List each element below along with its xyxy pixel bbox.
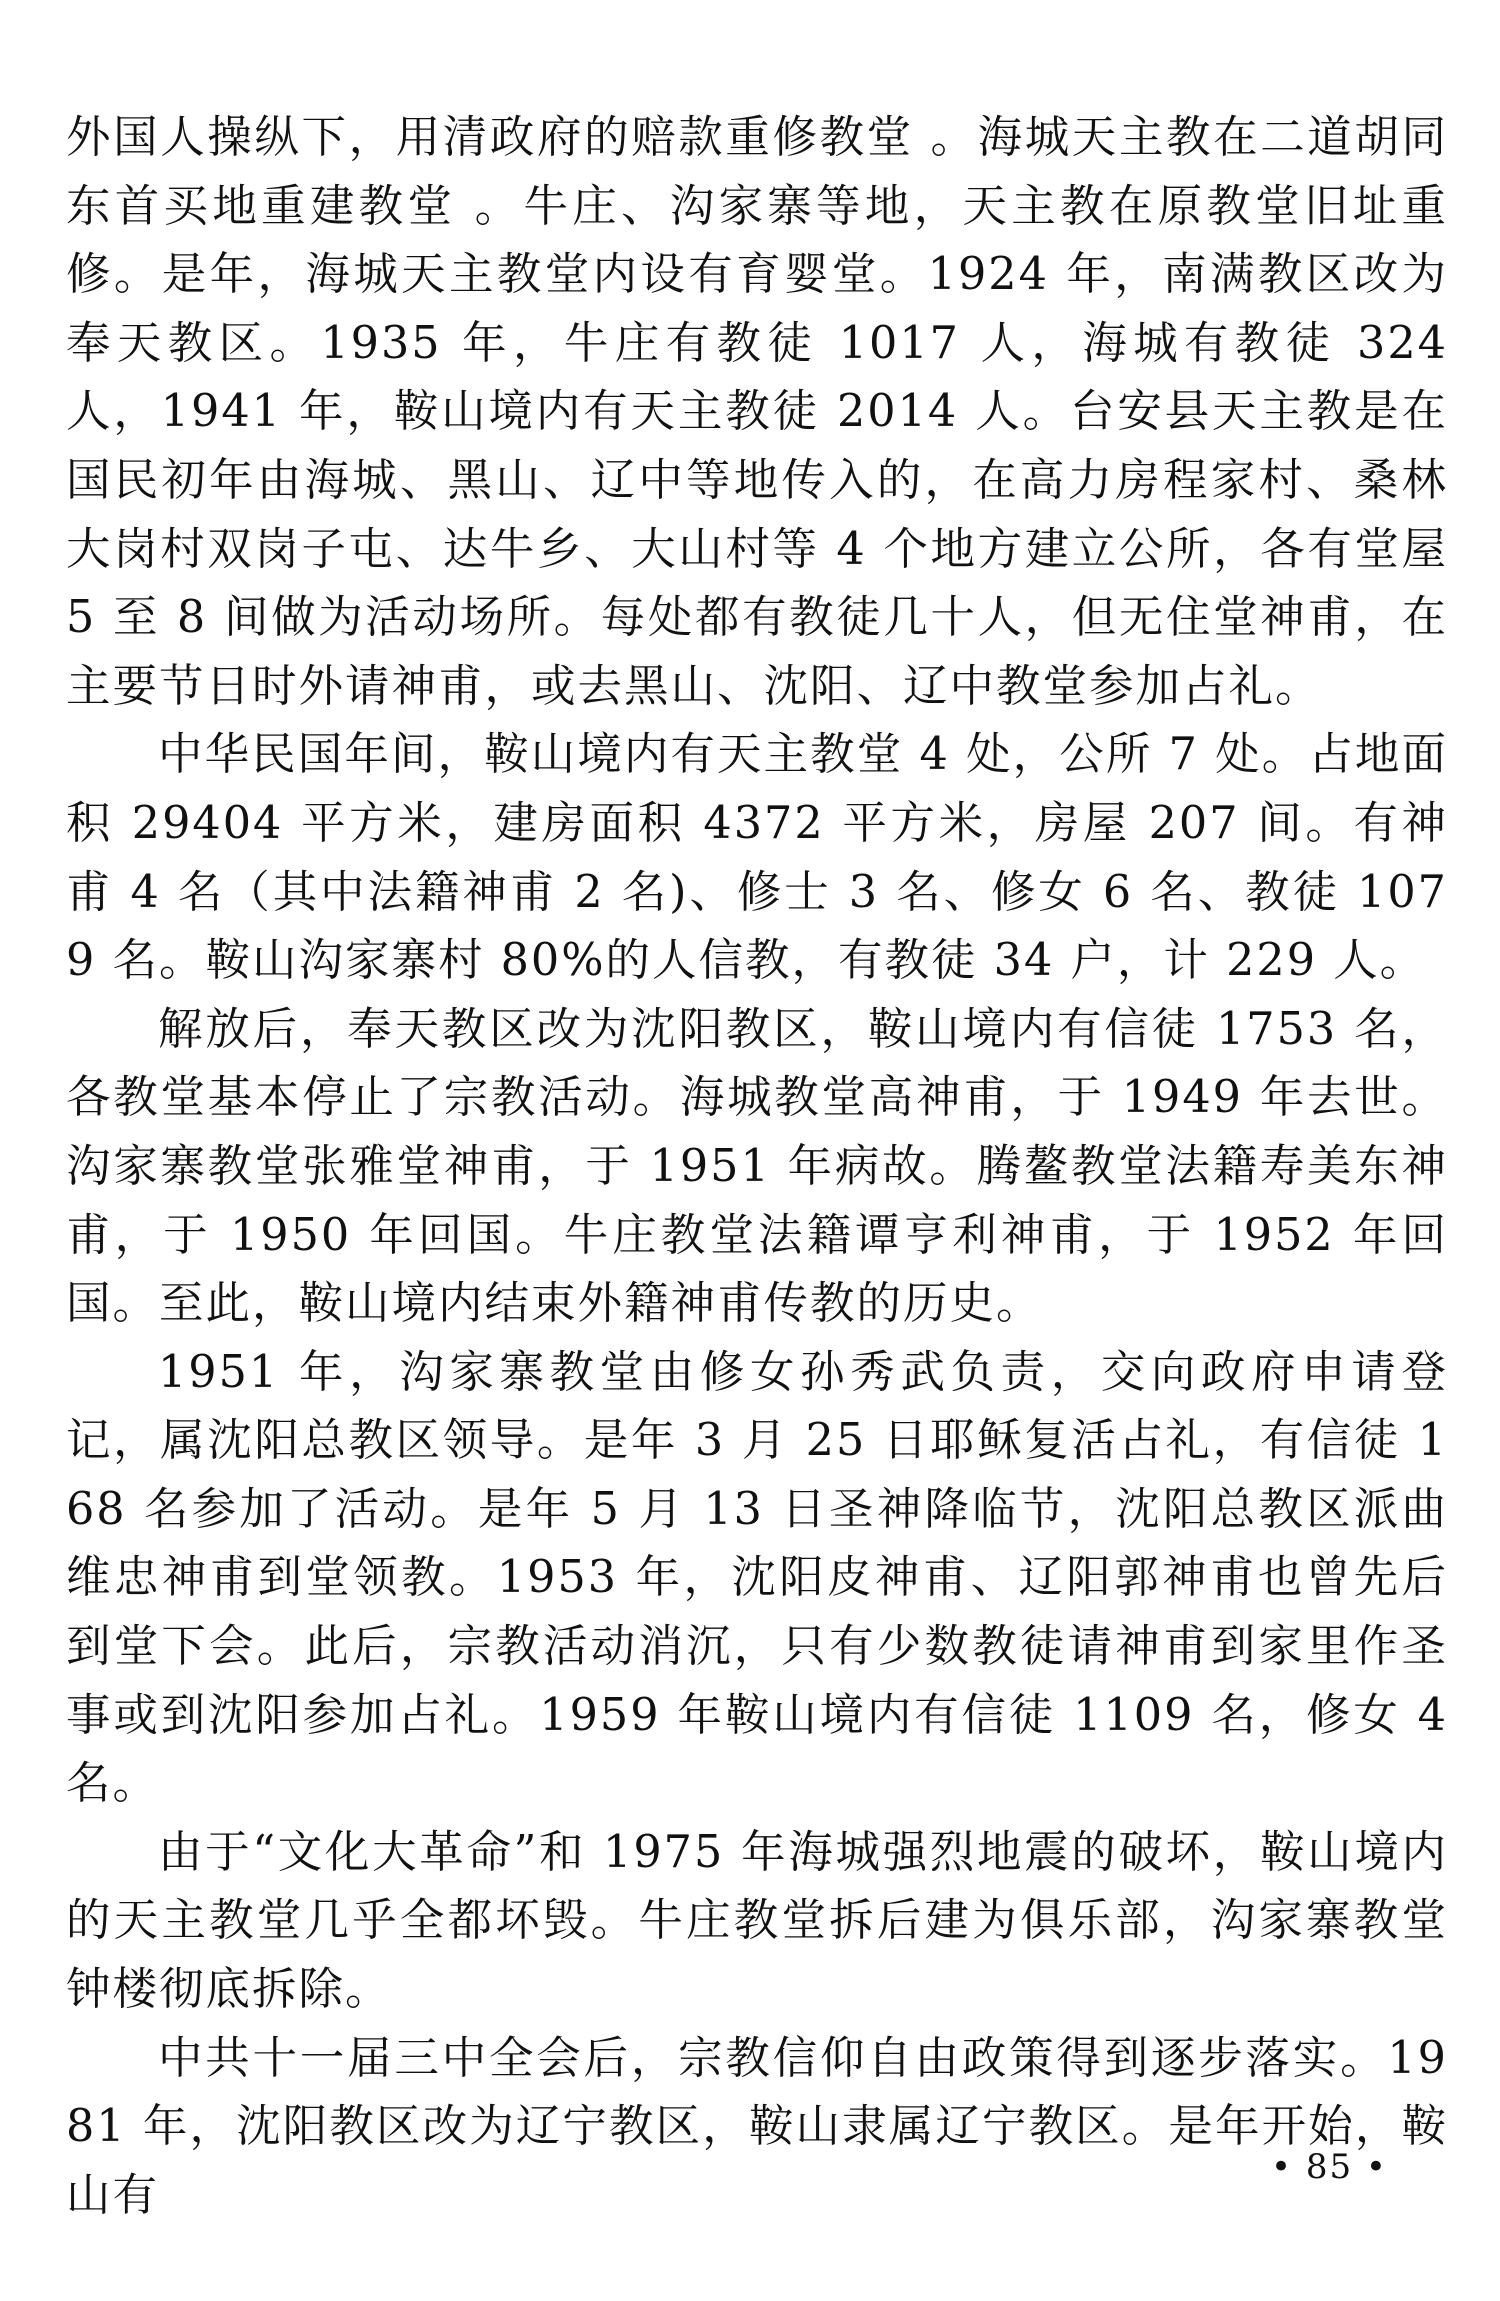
paragraph-continued: 外国人操纵下，用清政府的赔款重修教堂 。海城天主教在二道胡同东首买地重建教堂 。牛庄、沟家寨等地，天主教在原教堂旧址重修。是年，海城天主教堂内设有育婴堂。1924 年，南满教区改为奉天教区。1935 年，牛庄有教徒 1017 人，海城有教徒 324 人，1941 年，鞍山境内有天主教徒 2014 人。台安县天主教是在国民初年由海城、黑山、辽中等地传入的，在高力房程家村、桑林大岗村双岗子屯、达牛乡、大山村等 4 个地方建立公所，各有堂屋 5 至 8 间做为活动场所。每处都有教徒几十人，但无住堂神甫，在主要节日时外请神甫，或去黑山、沈阳、辽中教堂参加占礼。 xyxy=(66,112,1448,712)
paragraph-cultural-revolution: 由于“文化大革命”和 1975 年海城强烈地震的破坏，鞍山境内的天主教堂几乎全都坏毁。牛庄教堂拆后建为俱乐部，沟家寨教堂钟楼彻底拆除。 xyxy=(66,1826,1448,2016)
page-number: • 85 • xyxy=(1271,2147,1388,2187)
paragraph-after-liberation: 解放后，奉天教区改为沈阳教区，鞍山境内有信徒 1753 名，各教堂基本停止了宗教活动。海城教堂高神甫，于 1949 年去世。沟家寨教堂张雅堂神甫，于 1951 年病故。腾鳌教堂法籍寿美东神甫，于 1950 年回国。牛庄教堂法籍谭亨利神甫，于 1952 年回国。至此，鞍山境内结束外籍神甫传教的历史。 xyxy=(66,1003,1448,1330)
paragraph-1951: 1951 年，沟家寨教堂由修女孙秀武负责，交向政府申请登记，属沈阳总教区领导。是年 3 月 25 日耶稣复活占礼，有信徒 168 名参加了活动。是年 5 月 13 日圣神降临节，沈阳总教区派曲维忠神甫到堂领教。1953 年，沈阳皮神甫、辽阳郭神甫也曾先后到堂下会。此后，宗教活动消沉，只有少数教徒请神甫到家里作圣事或到沈阳参加占礼。1959 年鞍山境内有信徒 1109 名，修女 4 名。 xyxy=(66,1346,1448,1810)
paragraph-reform-era: 中共十一届三中全会后，宗教信仰自由政策得到逐步落实。1981 年，沈阳教区改为辽宁教区，鞍山隶属辽宁教区。是年开始，鞍山有 xyxy=(66,2032,1448,2221)
body-text xyxy=(66,104,1448,2230)
paragraph-republic-era: 中华民国年间，鞍山境内有天主教堂 4 处，公所 7 处。占地面积 29404 平方米，建房面积 4372 平方米，房屋 207 间。有神甫 4 名（其中法籍神甫 2 名)、修士 3 名、修女 6 名、教徒 1079 名。鞍山沟家寨村 80%的人信教，有教徒 34 户，计 229 人。 xyxy=(66,729,1448,987)
